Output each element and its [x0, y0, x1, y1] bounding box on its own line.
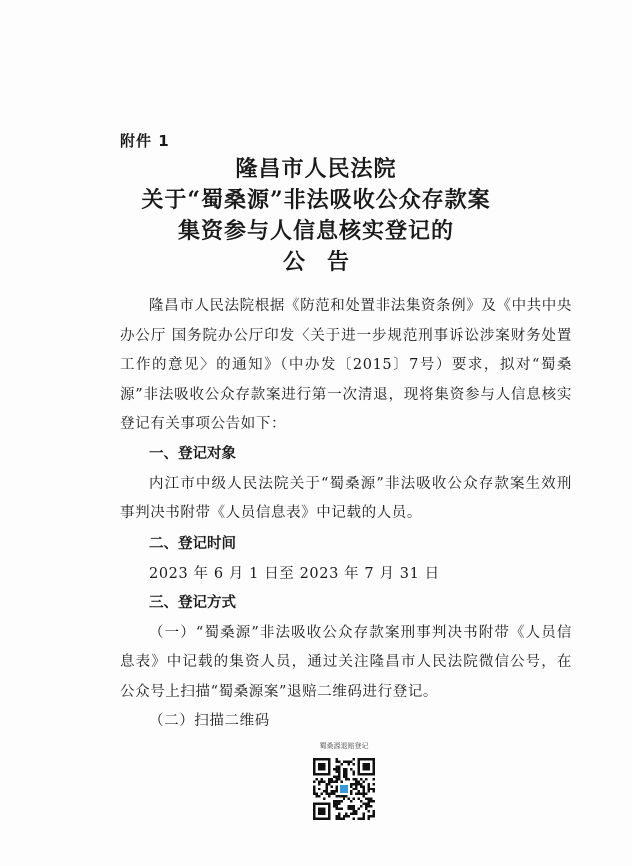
title-line-1: 隆昌市人民法院	[235, 156, 397, 182]
section-heading: 三、登记方式	[149, 595, 236, 611]
section-heading: 一、登记对象	[149, 446, 236, 462]
section-body: 2023 年 6 月 1 日至 2023 年 7 月 31 日	[149, 565, 440, 582]
section-body: 内江市中级人民法院关于“蜀桑源”非法吸收公众存款案生效刑事判决书附带《人员信息表》中记载的人员。	[120, 475, 572, 521]
intro-paragraph: 隆昌市人民法院根据《防范和处置非法集资条例》及《中共中央办公厅 国务院办公厅印发〈关于进一步规范刑事诉讼涉案财务处置工作的意见〉的通知》（中办发〔2015〕7号）要求，拟对“蜀桑源”非法吸收公众存款案进行第一次清退，现将集资参与人信息核实登记有关事项公告如下：	[120, 298, 572, 432]
qr-code[interactable]	[313, 758, 375, 820]
section-heading: 二、登记时间	[149, 536, 236, 552]
section-3	[120, 589, 572, 737]
title-line-3: 集资参与人信息核实登记的	[177, 218, 454, 244]
sub-item: （二）扫描二维码	[149, 713, 270, 729]
qr-center-logo	[340, 785, 348, 793]
title-line-2: 关于“蜀桑源”非法吸收公众存款案	[141, 187, 491, 213]
attachment-label: 附件 1	[120, 132, 170, 150]
qr-caption: 蜀桑源退赔登记	[319, 742, 369, 750]
section-body: （一）“蜀桑源”非法吸收公众存款案刑事判决书附带《人员信息表》中记载的集资人员，通过关注隆昌市人民法院微信公号，在公众号上扫描“蜀桑源案”退赔二维码进行登记。	[120, 624, 572, 700]
section-1	[120, 440, 572, 529]
title-line-4: 公告	[282, 249, 371, 275]
section-2	[120, 530, 572, 589]
intro-block	[120, 292, 572, 440]
